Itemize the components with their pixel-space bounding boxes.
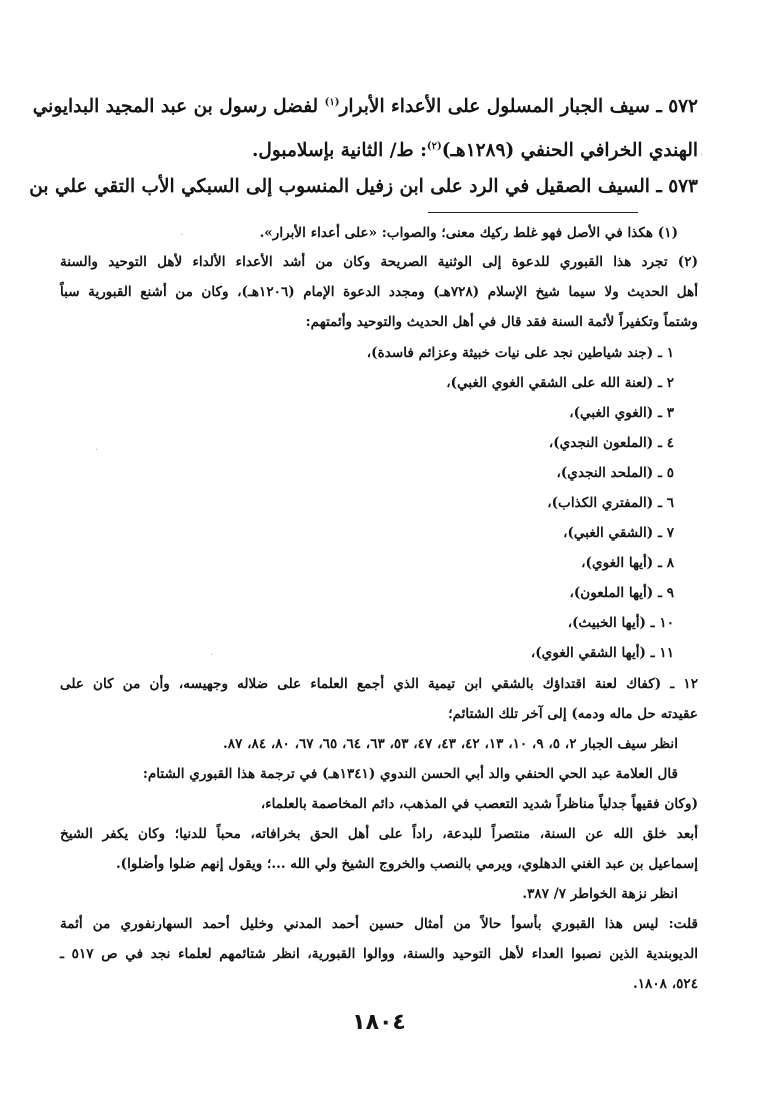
list-item: ٧ ـ (الشقي الغبي)، xyxy=(563,525,674,541)
list-item-12-line-1: ١٢ ـ (كفاك لعنة اقتداؤك بالشقي ابن تيمية الذي أجمع العلماء على ضلاله وجهيسه، وأن من كان على xyxy=(60,676,698,692)
footnote-2-line-2: أهل الحديث ولا سيما شيخ الإسلام (٧٢٨هـ) ومجدد الدعوة الإمام (١٢٠٦هـ)، وكان من أشنع القبورية سباً xyxy=(60,284,699,300)
entry-572-line-2: الهندي الخرافي الحنفي (١٢٨٩هـ)$^{(٢)}$: ط/ الثانية بإسلامبول. xyxy=(251,140,698,161)
quote-line-1: قال العلامة عبد الحي الحنفي والد أبي الحسن الندوي (١٣٤١هـ) في ترجمة هذا القبوري الشتام: xyxy=(142,766,678,782)
page-number: ١٨٠٤ xyxy=(352,1010,406,1035)
list-item: ٣ ـ (الغوي الغبي)، xyxy=(569,405,674,421)
list-item: ١١ ـ (أيها الشقي الغوي)، xyxy=(530,645,674,661)
footnote-2-line-3: وشتماً وتكفيراً لأئمة السنة فقد قال في أهل الحديث والتوحيد وأئمتهم: xyxy=(305,314,698,330)
comment-line-2: الديوبندية الذين نصبوا العداء لأهل التوحيد والسنة، ووالوا القبورية، انظر شتائمهم لعلماء نجد في ص ٥١٧ ـ xyxy=(60,946,699,962)
footnote-1: (١) هكذا في الأصل فهو غلط ركيك معنى؛ والصواب: «على أعداء الأبرار». xyxy=(259,225,678,241)
reference-line: انظر نزهة الخواطر ٧/ ٣٨٧. xyxy=(522,886,678,902)
list-item: ١ ـ (جند شياطين نجد على نيات خبيثة وعزائم فاسدة)، xyxy=(366,345,674,361)
list-item: ٨ ـ (أيها الغوي)، xyxy=(581,555,674,571)
list-item: ٥ ـ (الملحد النجدي)، xyxy=(556,465,674,481)
footnote-ref-2: (٢) xyxy=(426,140,442,152)
comment-line-3: ٥٢٤، ١٨٠٨. xyxy=(633,976,698,992)
list-item: ٤ ـ (الملعون النجدي)، xyxy=(548,435,674,451)
entry-572-line-1: ٥٧٢ ـ سيف الجبار المسلول على الأعداء الأبرار$^{(١)}$ لفضل رسول بن عبد المجيد البدايوني xyxy=(32,96,698,117)
footnote-2-line-1: (٢) تجرد هذا القبوري للدعوة إلى الوثنية الصريحة وكان من أشد الأعداء الألداء لأهل التوحيد والسنة xyxy=(60,254,698,270)
list-item: ٢ ـ (لعنة الله على الشقي الغوي الغبي)، xyxy=(446,375,674,391)
reference-line: انظر سيف الجبار ٢، ٥، ٩، ١٠، ١٣، ٤٢، ٤٣، ٤٧، ٥٣، ٦٣، ٦٤، ٦٥، ٦٧، ٨٠، ٨٤، ٨٧. xyxy=(223,736,678,752)
list-item-12-line-2: عقيدته حل ماله ودمه) إلى آخر تلك الشتائم؛ xyxy=(448,706,698,722)
footnote-separator xyxy=(428,212,638,213)
footnote-ref-1: (١) xyxy=(324,96,340,108)
scan-speck: · xyxy=(180,230,184,241)
quote-line-4: إسماعيل بن عبد الغني الدهلوي، ويرمي بالنصب والخروج الشيخ ولي الله ...؛ ويقول إنهم ضلوا وأضلوا). xyxy=(115,856,698,872)
comment-line-1: قلت: ليس هذا القبوري بأسوأ حالاً من أمثال حسين أحمد المدني وخليل أحمد السهارنفوري من أئمة xyxy=(60,916,698,932)
list-item: ٦ ـ (المفتري الكذاب)، xyxy=(547,495,674,511)
quote-line-3: أبعد خلق الله عن السنة، منتصراً للبدعة، راداً على أهل الحق بخرافاته، محباً للدنيا؛ وكان يكفر الشيخ xyxy=(60,826,698,842)
scan-speck: · xyxy=(95,445,99,456)
list-item: ٩ ـ (أيها الملعون)، xyxy=(569,585,674,601)
scan-speck: · xyxy=(700,150,704,161)
quote-line-2: (وكان فقيهاً جدلياً مناظراً شديد التعصب في المذهب، دائم المخاصمة بالعلماء، xyxy=(260,796,698,812)
list-item: ١٠ ـ (أيها الخبيث)، xyxy=(567,615,674,631)
scan-speck: · xyxy=(210,650,214,661)
entry-573-line-1: ٥٧٣ ـ السيف الصقيل في الرد على ابن زفيل المنسوب إلى السبكي الأب التقي علي بن xyxy=(29,176,698,197)
